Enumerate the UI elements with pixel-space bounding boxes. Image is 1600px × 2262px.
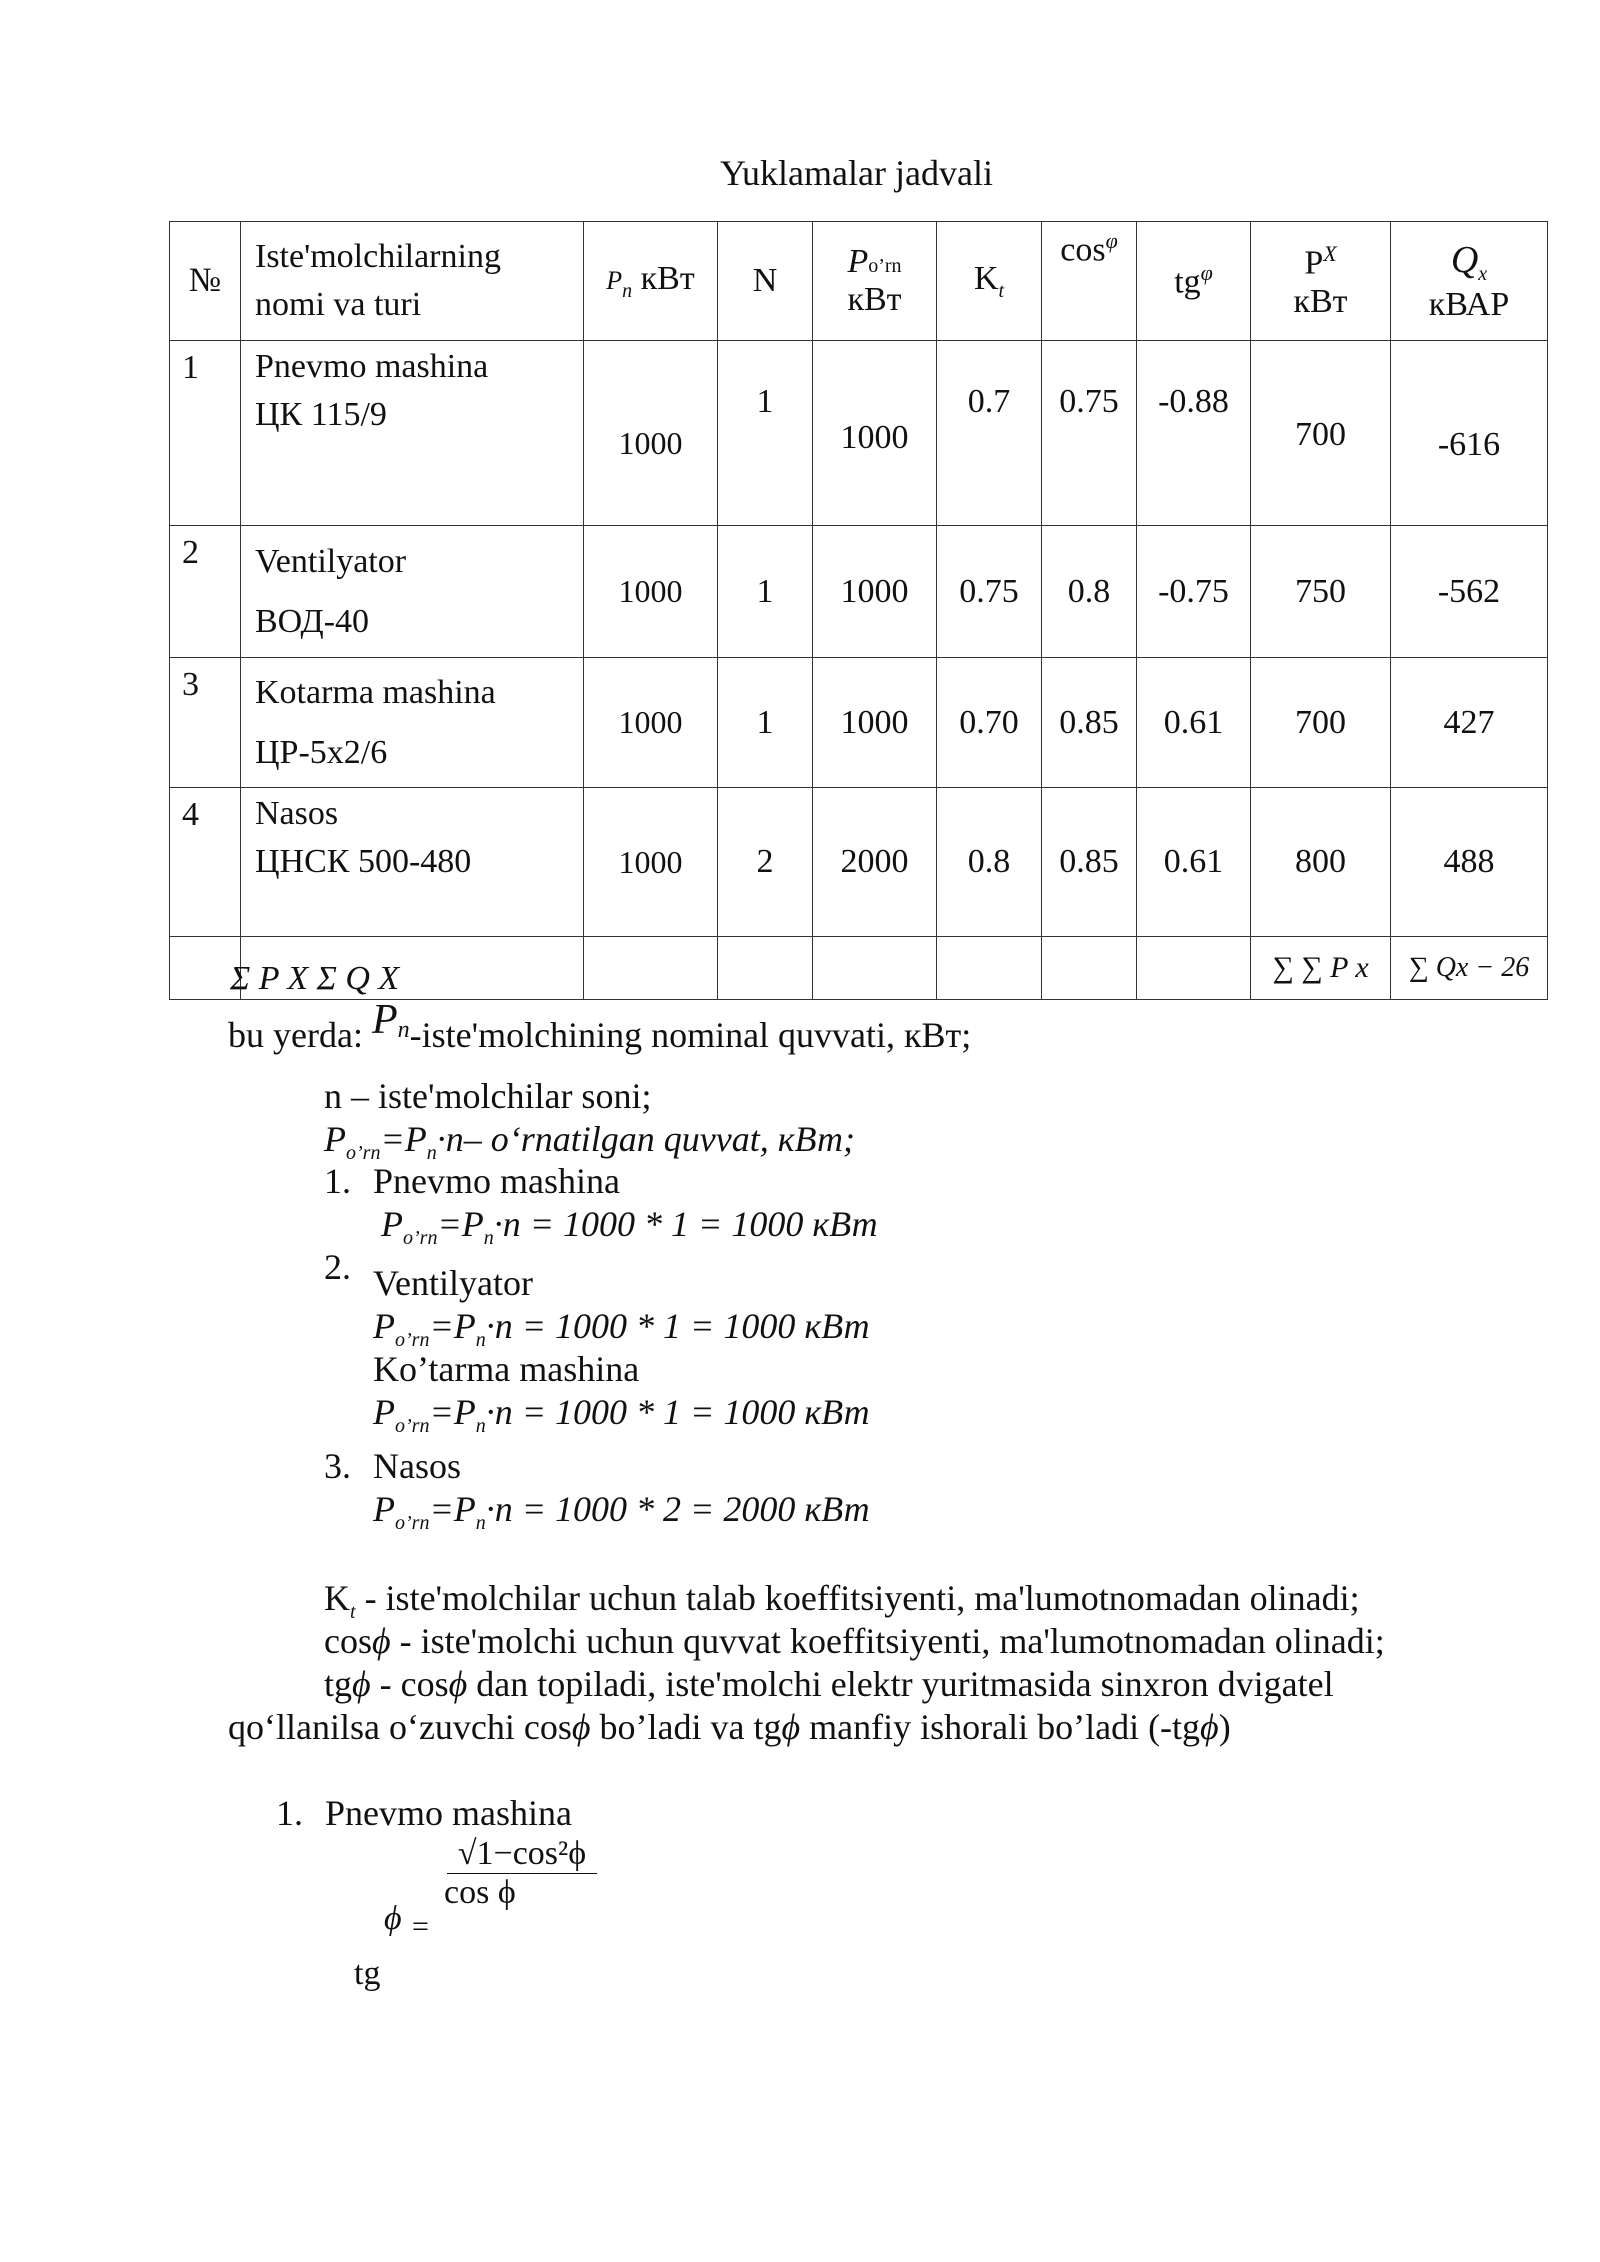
table-row bbox=[170, 658, 1548, 788]
row-kt: 0.75 bbox=[937, 526, 1042, 658]
loads-table bbox=[169, 221, 1548, 1000]
tg-description-continued: qo‘llanilsa o‘zuvchi cosϕ bo’ladi va tgϕ manfiy ishorali bo’ladi (-tgϕ) bbox=[228, 1707, 1231, 1747]
header-pn: $P_n$ кВт bbox=[584, 222, 718, 341]
final-item-name: Pnevmo mashina bbox=[325, 1793, 572, 1833]
header-cos: $\cos^\varphi$ bbox=[1042, 222, 1137, 341]
calc-marker: 3. bbox=[324, 1446, 351, 1486]
row-no: 3 bbox=[170, 658, 241, 788]
row-porn: 1000 bbox=[813, 341, 937, 526]
header-kt: $K_t$ bbox=[937, 222, 1042, 341]
row-kt: 0.70 bbox=[937, 658, 1042, 788]
sum-line: Σ P X Σ Q X bbox=[230, 960, 400, 997]
row-cos: 0.85 bbox=[1042, 788, 1137, 937]
row-pn: 1000 bbox=[584, 341, 718, 526]
row-kt: 0.7 bbox=[937, 341, 1042, 526]
row-cos: 0.75 bbox=[1042, 341, 1137, 526]
calc-marker: 1. bbox=[324, 1161, 351, 1201]
row-n: 1 bbox=[718, 341, 813, 526]
row-n: 1 bbox=[718, 526, 813, 658]
tg-fraction bbox=[444, 1835, 600, 1912]
calc-name: Ventilyator bbox=[373, 1263, 533, 1303]
row-px: 750 bbox=[1251, 526, 1391, 658]
fraction-numerator: √1−cos²ϕ bbox=[457, 1835, 587, 1872]
row-cos: 0.85 bbox=[1042, 658, 1137, 788]
n-definition: n – iste'molchilar soni; bbox=[324, 1076, 652, 1116]
calc-marker: 2. bbox=[324, 1247, 351, 1287]
table-row bbox=[170, 788, 1548, 937]
row-pn: 1000 bbox=[584, 526, 718, 658]
calc-name: Nasos bbox=[373, 1446, 461, 1486]
row-qx: -616 bbox=[1391, 341, 1548, 526]
calc-formula: $P_{o’rn}=P_n\cdot n = 1000 * 1 = 1000$ кВт bbox=[381, 1204, 878, 1250]
calc-name: Ko’tarma mashina bbox=[373, 1349, 640, 1389]
table-header-row bbox=[170, 222, 1548, 341]
page-title: Yuklamalar jadvali bbox=[720, 153, 993, 193]
row-kt: 0.8 bbox=[937, 788, 1042, 937]
calc-formula: $P_{o’rn}=P_n\cdot n = 1000 * 2 = 2000$ кВт bbox=[373, 1489, 870, 1535]
header-name: Iste'molchilarning nomi va turi bbox=[241, 222, 584, 341]
row-name: Kotarma mashina ЦР-5х2/6 bbox=[241, 658, 584, 788]
row-pn: 1000 bbox=[584, 658, 718, 788]
fraction-tg: tg bbox=[354, 1955, 381, 1992]
row-name: Nasos ЦНСК 500-480 bbox=[241, 788, 584, 937]
cos-description: cosϕ - iste'molchi uchun quvvat koeffitsiyenti, ma'lumotnomadan olinadi; bbox=[324, 1621, 1385, 1661]
header-n: N bbox=[718, 222, 813, 341]
calc-name: Pnevmo mashina bbox=[373, 1161, 620, 1201]
row-tg: -0.75 bbox=[1137, 526, 1251, 658]
row-tg: 0.61 bbox=[1137, 658, 1251, 788]
calc-formula: $P_{o’rn}=P_n\cdot n = 1000 * 1 = 1000$ кВт bbox=[373, 1392, 870, 1438]
row-tg: 0.61 bbox=[1137, 788, 1251, 937]
row-tg: -0.88 bbox=[1137, 341, 1251, 526]
tg-description: tgϕ - cosϕ dan topiladi, iste'molchi elektr yuritmasida sinxron dvigatel bbox=[324, 1664, 1334, 1704]
row-porn: 1000 bbox=[813, 658, 937, 788]
row-px: 700 bbox=[1251, 341, 1391, 526]
row-px: 800 bbox=[1251, 788, 1391, 937]
header-porn: Po’rn кВт bbox=[813, 222, 937, 341]
header-no: № bbox=[170, 222, 241, 341]
row-px: 700 bbox=[1251, 658, 1391, 788]
row-qx: -562 bbox=[1391, 526, 1548, 658]
row-name: Ventilyator ВОД-40 bbox=[241, 526, 584, 658]
row-pn: 1000 bbox=[584, 788, 718, 937]
row-no: 1 bbox=[170, 341, 241, 526]
pn-definition: bu yerda: $P^n-iste'molchining$ nominal quvvati, кВт; bbox=[228, 997, 972, 1055]
row-no: 2 bbox=[170, 526, 241, 658]
calc-formula: $P_{o’rn}=P_n\cdot n = 1000 * 1 = 1000$ кВт bbox=[373, 1306, 870, 1352]
kt-description: $K_t$ - iste'molchilar uchun talab koeffitsiyenti, ma'lumotnomadan olinadi; bbox=[324, 1578, 1360, 1624]
row-qx: 488 bbox=[1391, 788, 1548, 937]
header-tg: $tg^\varphi$ bbox=[1137, 222, 1251, 341]
final-item-marker: 1. bbox=[276, 1793, 303, 1833]
header-qx: $Q_x$ кВАР bbox=[1391, 222, 1548, 341]
sum-px: ∑ ∑ P x bbox=[1251, 937, 1391, 1000]
row-n: 1 bbox=[718, 658, 813, 788]
row-n: 2 bbox=[718, 788, 813, 937]
fraction-denominator: cos ϕ bbox=[444, 1874, 516, 1911]
sum-qx: ∑ Qx − 26 bbox=[1391, 937, 1548, 1000]
fraction-phi: ϕ bbox=[384, 1900, 402, 1937]
porn-definition: $P_{o’rn}=P_n\cdot n-$ o‘rnatilgan quvvat, кВт; bbox=[324, 1119, 855, 1165]
table-row bbox=[170, 341, 1548, 526]
row-name: Pnevmo mashina ЦК 115/9 bbox=[241, 341, 584, 526]
header-px: $P^X$ кВт bbox=[1251, 222, 1391, 341]
table-row bbox=[170, 526, 1548, 658]
row-no: 4 bbox=[170, 788, 241, 937]
row-porn: 2000 bbox=[813, 788, 937, 937]
row-porn: 1000 bbox=[813, 526, 937, 658]
row-qx: 427 bbox=[1391, 658, 1548, 788]
fraction-equals: = bbox=[412, 1910, 429, 1943]
row-cos: 0.8 bbox=[1042, 526, 1137, 658]
